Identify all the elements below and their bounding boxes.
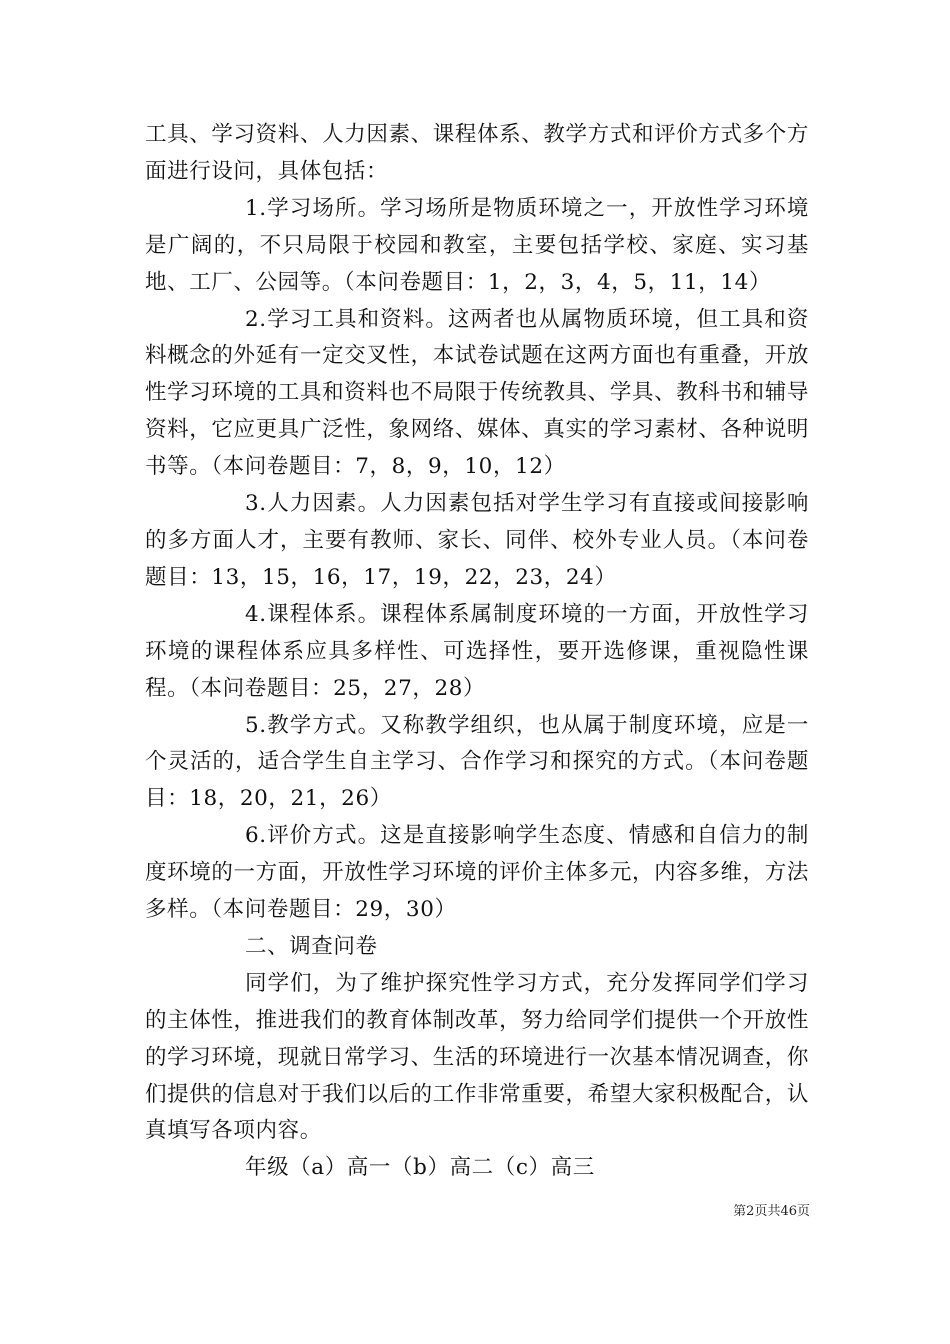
paragraph-item-1: 1.学习场所。学习场所是物质环境之一，开放性学习环境是广阔的，不只局限于校园和教室，主要包括学校、家庭、实习基地、工厂、公园等。（本问卷题目：1，2，3，4，5，11，14） (145, 195, 809, 295)
paragraph-item-2: 2.学习工具和资料。这两者也从属物质环境，但工具和资料概念的外延有一定交叉性，本试卷试题在这两方面也有重叠，开放性学习环境的工具和资料也不局限于传统教具、学具、教科书和辅导资料，它应更具广泛性，象网络、媒体、真实的学习素材、各种说明书等。（本问卷题目：7，8，9，10，12） (145, 306, 809, 480)
paragraph-survey-intro: 同学们，为了维护探究性学习方式，充分发挥同学们学习的主体性，推进我们的教育体制改革，努力给同学们提供一个开放性的学习环境，现就日常学习、生活的环境进行一次基本情况调查，你们提供的信息对于我们以后的工作非常重要，希望大家积极配合，认真填写各项内容。 (145, 970, 809, 1144)
paragraph-item-4: 4.课程体系。课程体系属制度环境的一方面，开放性学习环境的课程体系应具多样性、可选择性，要开选修课，重视隐性课程。（本问卷题目：25，27，28） (145, 601, 809, 701)
section-heading: 二、调查问卷 (245, 933, 378, 959)
paragraph-item-6: 6.评价方式。这是直接影响学生态度、情感和自信力的制度环境的一方面，开放性学习环境的评价主体多元，内容多维，方法多样。（本问卷题目：29，30） (145, 823, 809, 923)
page-number: 第2页共46页 (733, 1204, 810, 1219)
paragraph-grade-question: 年级（a）高一（b）高二（c）高三 (245, 1155, 595, 1181)
paragraph-item-5: 5.教学方式。又称教学组织，也从属于制度环境，应是一个灵活的，适合学生自主学习、合作学习和探究的方式。（本问卷题目：18，20，21，26） (145, 712, 809, 812)
document-body (145, 117, 809, 1187)
paragraph-item-3: 3.人力因素。人力因素包括对学生学习有直接或间接影响的多方面人才，主要有教师、家长、同伴、校外专业人员。（本问卷题目：13，15，16，17，19，22，23，24） (145, 491, 809, 590)
paragraph-intro-continued: 工具、学习资料、人力因素、课程体系、教学方式和评价方式多个方面进行设问，具体包括： (145, 122, 809, 184)
